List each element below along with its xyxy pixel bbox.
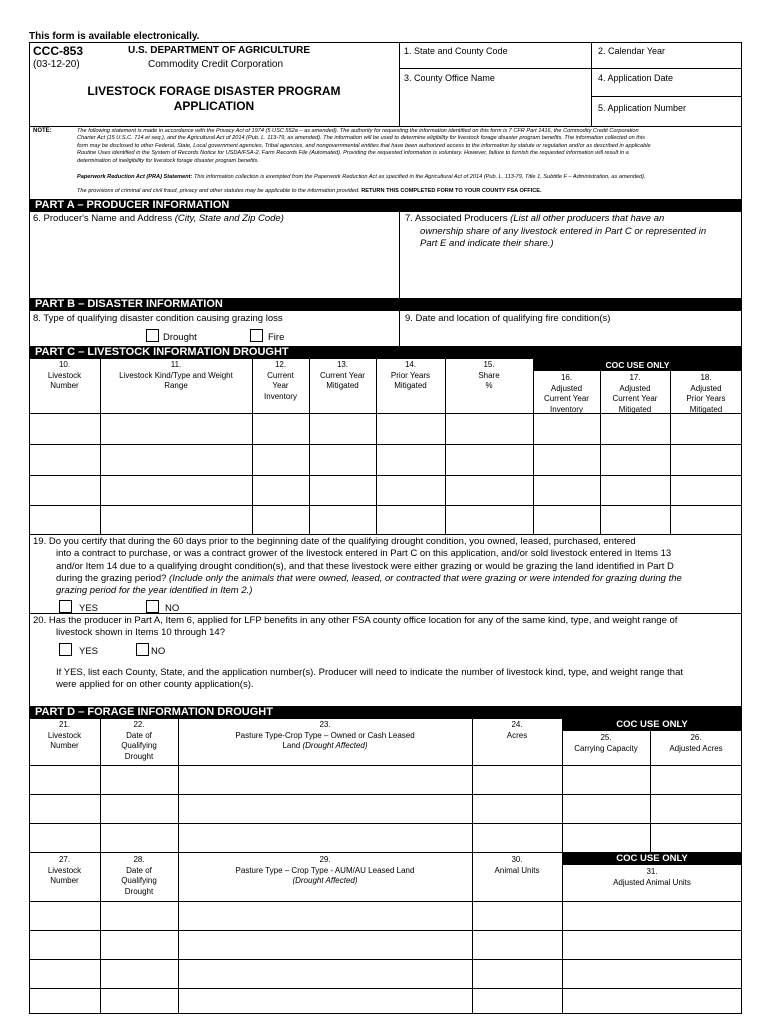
item19-no-label: NO <box>165 603 180 614</box>
form-title-line2: APPLICATION <box>173 99 255 113</box>
col-10-header: 10. Livestock Number <box>47 360 82 390</box>
field-state-county-code[interactable]: 1. State and County Code <box>404 46 508 56</box>
item19-yes-label: YES <box>79 603 99 614</box>
agency: Commodity Credit Corporation <box>148 59 284 70</box>
part-c-coc-label: COC USE ONLY <box>605 360 670 370</box>
drought-checkbox[interactable] <box>146 329 159 342</box>
item20-no-checkbox[interactable] <box>136 643 149 656</box>
col-11-header: 11. Livestock Kind/Type and Weight Range <box>119 360 233 390</box>
part-d-coc-label: COC USE ONLY <box>616 719 688 730</box>
item19-yes-checkbox[interactable] <box>59 600 72 613</box>
field-county-office-name[interactable]: 3. County Office Name <box>404 73 495 83</box>
part-d-header: PART D – FORAGE INFORMATION DROUGHT <box>29 706 742 719</box>
part-d-coc-label-2: COC USE ONLY <box>616 853 688 864</box>
fire-label: Fire <box>268 332 285 343</box>
drought-label: Drought <box>163 332 197 343</box>
availability-note: This form is available electronically. <box>29 31 200 42</box>
item8-label: 8. Type of qualifying disaster condition causing grazing loss <box>33 313 283 324</box>
form-number: CCC-853 <box>33 44 84 58</box>
col-25-header: 25. Carrying Capacity <box>574 733 638 753</box>
col-22-header: 22. Date of Qualifying Drought <box>121 720 157 761</box>
item19-no-checkbox[interactable] <box>146 600 159 613</box>
col-17-header: 17. Adjusted Current Year Mitigated <box>612 373 658 414</box>
col-28-header: 28. Date of Qualifying Drought <box>121 855 157 896</box>
col-30-header: 30. Animal Units <box>494 855 540 875</box>
note-label: NOTE: <box>33 128 52 134</box>
col-13-header: 13. Current Year Mitigated <box>320 360 365 390</box>
item7-label[interactable]: 7. Associated Producers (List all other producers that have an ownership share of any livestock entered in Part C or represented in Part E and indicate their share.) <box>405 213 707 249</box>
item20-yes-checkbox[interactable] <box>59 643 72 656</box>
col-15-header: 15. Share % <box>478 360 500 390</box>
provisions-statement: The provisions of criminal and civil fraud, privacy and other statutes may be applicable to the information provided. RETURN THIS COMPLETED FORM TO YOUR COUNTY FSA OFFICE. <box>77 188 542 194</box>
col-23-header: 23. Pasture Type-Crop Type – Owned or Cash Leased Land (Drought Affected) <box>235 720 415 750</box>
field-application-number[interactable]: 5. Application Number <box>598 103 687 113</box>
fire-checkbox[interactable] <box>250 329 263 342</box>
item9-label[interactable]: 9. Date and location of qualifying fire condition(s) <box>405 313 611 324</box>
part-b-header: PART B – DISASTER INFORMATION <box>29 298 742 311</box>
department: U.S. DEPARTMENT OF AGRICULTURE <box>128 45 311 56</box>
col-21-header: 21. Livestock Number <box>47 720 82 750</box>
col-12-header: 12. Current Year Inventory <box>264 360 297 401</box>
item20-yes-label: YES <box>79 646 99 657</box>
col-27-header: 27. Livestock Number <box>47 855 82 885</box>
pra-statement: Paperwork Reduction Act (PRA) Statement: This information collection is exempted from the Paperwork Reduction Act as specified in the Agricultural Act of 2014 (Pub. L. 113-79, Title 1, Subtitle F – Administration, as amended). <box>77 174 646 180</box>
field-application-date[interactable]: 4. Application Date <box>598 73 674 83</box>
col-31-header: 31. Adjusted Animal Units <box>613 867 691 887</box>
item20-no-label: NO <box>151 646 166 657</box>
privacy-statement: The following statement is made in accordance with the Privacy Act of 1974 (5 USC 552a – as amended). The authority for requesting the information identified on this form is 7 CFR Part 1416, the Commodity Credit Corporation Charter Act (15 U.S.C. 714 et seq.), and the Agricultural Act of 2014 (Pub. L. 113-79, as amended). The information will be used to determine eligibility for livestock forage disaster program benefits. The information collected on this form may be disclosed to other Federal, State, Local government agencies, Tribal agencies, and nongovernmental entities that have been authorized access to the information by statute or regulation and/or as described in applicable Routine Uses identified in the System of Records Notice for USDA/FSA-2, Farm Records File (Automated). Providing the requested information is voluntary. However, failure to furnish the requested information will result in a determination of ineligibility for livestock forage disaster program benefits. <box>77 128 651 164</box>
item20-question: 20. Has the producer in Part A, Item 6, applied for LFP benefits in any other FSA county office location for any of the same kind, type, and weight range of livestock shown in Items 10 through 14? <box>33 615 678 639</box>
col-26-header: 26. Adjusted Acres <box>669 733 723 753</box>
col-24-header: 24. Acres <box>506 720 528 740</box>
col-16-header: 16. Adjusted Current Year Inventory <box>544 373 589 414</box>
form-title <box>29 84 399 114</box>
item6-label[interactable]: 6. Producer's Name and Address (City, State and Zip Code) <box>33 213 284 224</box>
form-date: (03-12-20) <box>33 59 80 70</box>
col-14-header: 14. Prior Years Mitigated <box>390 360 431 390</box>
part-c-header: PART C – LIVESTOCK INFORMATION DROUGHT <box>29 346 742 359</box>
col-18-header: 18. Adjusted Prior Years Mitigated <box>686 373 726 414</box>
col-29-header: 29. Pasture Type – Crop Type - AUM/AU Leased Land (Drought Affected) <box>235 855 415 885</box>
form-title-line1: LIVESTOCK FORAGE DISASTER PROGRAM <box>87 84 341 98</box>
item19-question: 19. Do you certify that during the 60 days prior to the beginning date of the qualifying drought condition, you owned, leased, purchased, entered into a contract to purchase, or was a contract grower of the livestock entered in Part C on this application, and/or sold livestock entered in Items 13 and/or Item 14 due to a qualifying drought condition(s), and that these livestock were either grazing or would be grazing the land identified in Part D during the grazing period? (Include only the animals that were owned, leased, or contracted that were grazing or were intended for grazing during the grazing period for the year identified in Item 2.) <box>33 536 682 597</box>
part-a-header: PART A – PRODUCER INFORMATION <box>29 199 742 212</box>
item20-if-yes: If YES, list each County, State, and the application number(s). Producer will need to indicate the number of livestock kind, type, and weight range that were applied for on other county application(s). <box>56 667 683 691</box>
field-calendar-year[interactable]: 2. Calendar Year <box>598 46 666 56</box>
